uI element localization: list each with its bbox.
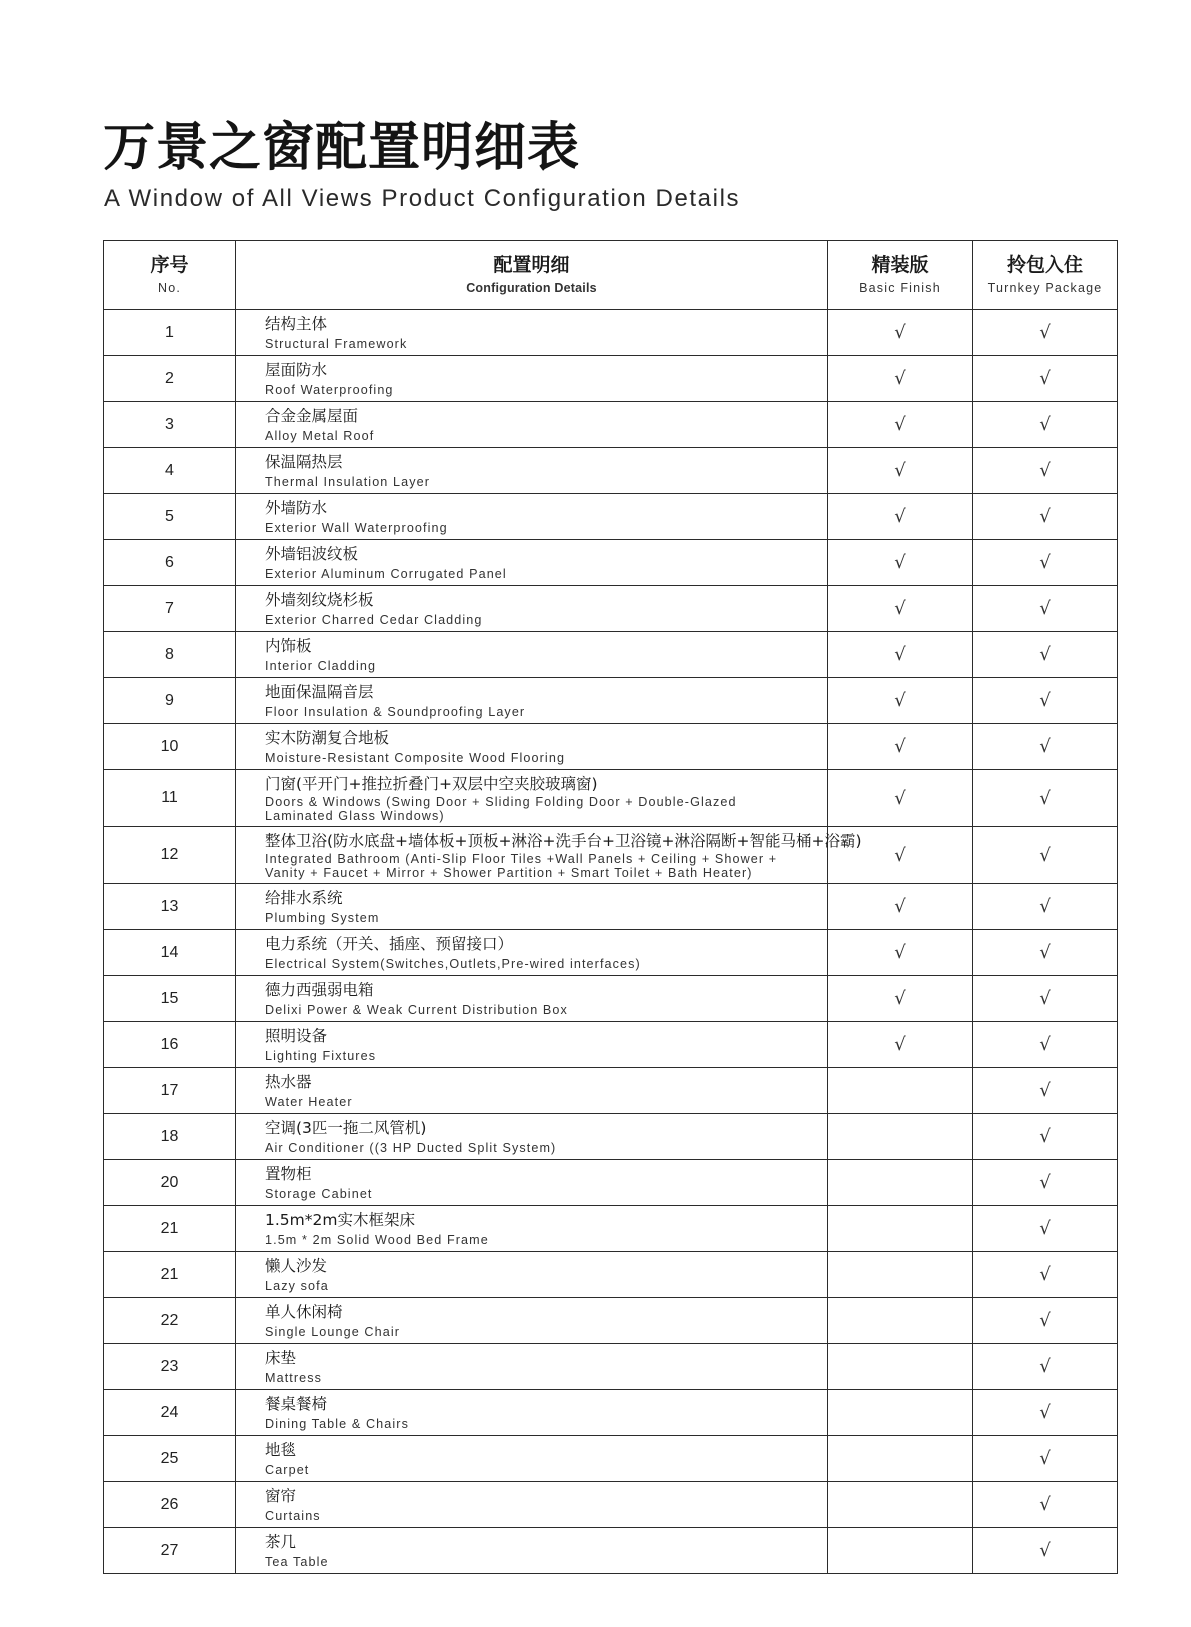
detail-zh: 懒人沙发 bbox=[265, 1257, 328, 1275]
row-number: 23 bbox=[104, 1344, 236, 1390]
basic-finish-cell bbox=[828, 448, 973, 494]
row-detail bbox=[236, 1022, 828, 1068]
row-number: 11 bbox=[104, 770, 236, 827]
check-mark-icon: √ bbox=[1039, 1494, 1051, 1515]
table-row bbox=[104, 402, 1118, 448]
row-detail bbox=[236, 930, 828, 976]
detail-en: Lighting Fixtures bbox=[265, 1049, 377, 1063]
table-row bbox=[104, 770, 1118, 827]
detail-zh: 窗帘 bbox=[265, 1487, 297, 1505]
table-body bbox=[104, 310, 1118, 1574]
check-mark-icon: √ bbox=[1039, 1080, 1051, 1101]
detail-en: Integrated Bathroom (Anti-Slip Floor Tiles +Wall Panels + Ceiling + Shower + bbox=[265, 851, 778, 866]
check-mark-icon: √ bbox=[1039, 736, 1051, 757]
basic-finish-cell bbox=[828, 1528, 973, 1574]
row-detail bbox=[236, 1436, 828, 1482]
table-row bbox=[104, 1436, 1118, 1482]
check-mark-icon: √ bbox=[1039, 1126, 1051, 1147]
detail-zh: 屋面防水 bbox=[265, 361, 328, 379]
header-basic-finish bbox=[828, 241, 973, 310]
detail-en: Mattress bbox=[265, 1371, 323, 1385]
basic-finish-cell bbox=[828, 1114, 973, 1160]
basic-finish-cell bbox=[828, 976, 973, 1022]
row-number: 22 bbox=[104, 1298, 236, 1344]
detail-en: Alloy Metal Roof bbox=[265, 429, 375, 443]
detail-zh: 餐桌餐椅 bbox=[265, 1395, 328, 1413]
detail-zh: 给排水系统 bbox=[265, 889, 343, 907]
row-detail bbox=[236, 632, 828, 678]
row-number: 21 bbox=[104, 1206, 236, 1252]
check-mark-icon: √ bbox=[1039, 414, 1051, 435]
turnkey-cell bbox=[973, 632, 1118, 678]
header-turnkey-en: Turnkey Package bbox=[987, 281, 1103, 295]
row-number: 1 bbox=[104, 310, 236, 356]
table-row bbox=[104, 1022, 1118, 1068]
row-number: 8 bbox=[104, 632, 236, 678]
detail-en: Lazy sofa bbox=[265, 1279, 329, 1293]
basic-finish-cell bbox=[828, 1482, 973, 1528]
turnkey-cell bbox=[973, 1344, 1118, 1390]
check-mark-icon: √ bbox=[894, 368, 906, 389]
turnkey-cell bbox=[973, 1206, 1118, 1252]
detail-zh: 外墙铝波纹板 bbox=[265, 545, 359, 563]
detail-en: Exterior Charred Cedar Cladding bbox=[265, 613, 483, 627]
configuration-table bbox=[103, 240, 1118, 1574]
detail-en: Dining Table & Chairs bbox=[265, 1417, 409, 1431]
check-mark-icon: √ bbox=[1039, 322, 1051, 343]
table-row bbox=[104, 1206, 1118, 1252]
detail-en: Water Heater bbox=[265, 1095, 353, 1109]
basic-finish-cell bbox=[828, 678, 973, 724]
table-row bbox=[104, 1528, 1118, 1574]
detail-zh: 整体卫浴(防水底盘+墙体板+顶板+淋浴+洗手台+卫浴镜+淋浴隔断+智能马桶+浴霸) bbox=[265, 831, 862, 850]
table-row bbox=[104, 586, 1118, 632]
row-detail bbox=[236, 1482, 828, 1528]
check-mark-icon: √ bbox=[894, 844, 906, 866]
row-detail bbox=[236, 356, 828, 402]
table-row bbox=[104, 310, 1118, 356]
row-number: 10 bbox=[104, 724, 236, 770]
check-mark-icon: √ bbox=[894, 506, 906, 527]
detail-zh: 内饰板 bbox=[265, 637, 312, 655]
page-title: 万景之窗配置明细表 bbox=[103, 118, 581, 178]
row-number: 27 bbox=[104, 1528, 236, 1574]
detail-zh: 电力系统（开关、插座、预留接口） bbox=[265, 935, 514, 953]
table-row bbox=[104, 448, 1118, 494]
row-detail bbox=[236, 1068, 828, 1114]
table-row bbox=[104, 976, 1118, 1022]
detail-zh: 热水器 bbox=[265, 1073, 312, 1091]
turnkey-cell bbox=[973, 1436, 1118, 1482]
detail-zh: 照明设备 bbox=[265, 1027, 328, 1045]
row-number: 20 bbox=[104, 1160, 236, 1206]
turnkey-cell bbox=[973, 976, 1118, 1022]
table-row bbox=[104, 1298, 1118, 1344]
detail-zh: 外墙防水 bbox=[265, 499, 328, 517]
row-detail bbox=[236, 724, 828, 770]
basic-finish-cell bbox=[828, 402, 973, 448]
detail-en: Doors & Windows (Swing Door + Sliding Folding Door + Double-Glazed bbox=[265, 794, 737, 809]
row-number: 13 bbox=[104, 884, 236, 930]
table-row bbox=[104, 356, 1118, 402]
detail-zh: 地毯 bbox=[265, 1441, 297, 1459]
detail-en: Exterior Aluminum Corrugated Panel bbox=[265, 567, 507, 581]
row-detail bbox=[236, 540, 828, 586]
check-mark-icon: √ bbox=[1039, 1356, 1051, 1377]
check-mark-icon: √ bbox=[1039, 787, 1051, 809]
check-mark-icon: √ bbox=[894, 988, 906, 1009]
detail-zh: 外墙刻纹烧杉板 bbox=[265, 591, 374, 609]
basic-finish-cell bbox=[828, 586, 973, 632]
basic-finish-cell bbox=[828, 1436, 973, 1482]
check-mark-icon: √ bbox=[894, 414, 906, 435]
check-mark-icon: √ bbox=[1039, 1264, 1051, 1285]
detail-zh: 置物柜 bbox=[265, 1165, 312, 1183]
detail-en: Structural Framework bbox=[265, 337, 408, 351]
turnkey-cell bbox=[973, 1022, 1118, 1068]
detail-en-line2: Vanity + Faucet + Mirror + Shower Partition + Smart Toilet + Bath Heater) bbox=[265, 865, 753, 880]
row-detail bbox=[236, 494, 828, 540]
row-detail bbox=[236, 1390, 828, 1436]
check-mark-icon: √ bbox=[1039, 460, 1051, 481]
check-mark-icon: √ bbox=[894, 1034, 906, 1055]
row-number: 21 bbox=[104, 1252, 236, 1298]
table-row bbox=[104, 724, 1118, 770]
detail-zh: 单人休闲椅 bbox=[265, 1303, 343, 1321]
page-subtitle: A Window of All Views Product Configuration Details bbox=[104, 185, 741, 212]
check-mark-icon: √ bbox=[1039, 644, 1051, 665]
basic-finish-cell bbox=[828, 724, 973, 770]
check-mark-icon: √ bbox=[894, 322, 906, 343]
check-mark-icon: √ bbox=[1039, 1540, 1051, 1561]
basic-finish-cell bbox=[828, 1252, 973, 1298]
detail-en: Single Lounge Chair bbox=[265, 1325, 401, 1339]
basic-finish-cell bbox=[828, 770, 973, 827]
basic-finish-cell bbox=[828, 1344, 973, 1390]
basic-finish-cell bbox=[828, 310, 973, 356]
row-number: 7 bbox=[104, 586, 236, 632]
detail-en: Electrical System(Switches,Outlets,Pre-wired interfaces) bbox=[265, 957, 641, 971]
check-mark-icon: √ bbox=[1039, 368, 1051, 389]
check-mark-icon: √ bbox=[894, 460, 906, 481]
check-mark-icon: √ bbox=[894, 896, 906, 917]
row-detail bbox=[236, 310, 828, 356]
row-detail bbox=[236, 976, 828, 1022]
detail-en: Storage Cabinet bbox=[265, 1187, 373, 1201]
turnkey-cell bbox=[973, 494, 1118, 540]
check-mark-icon: √ bbox=[1039, 552, 1051, 573]
row-detail bbox=[236, 1114, 828, 1160]
row-detail bbox=[236, 884, 828, 930]
table-row bbox=[104, 930, 1118, 976]
check-mark-icon: √ bbox=[1039, 988, 1051, 1009]
row-number: 3 bbox=[104, 402, 236, 448]
row-number: 26 bbox=[104, 1482, 236, 1528]
detail-zh: 1.5m*2m实木框架床 bbox=[265, 1211, 415, 1229]
detail-en: Roof Waterproofing bbox=[265, 383, 394, 397]
check-mark-icon: √ bbox=[894, 690, 906, 711]
row-detail bbox=[236, 1252, 828, 1298]
row-detail bbox=[236, 770, 828, 827]
table-row bbox=[104, 884, 1118, 930]
check-mark-icon: √ bbox=[1039, 1172, 1051, 1193]
turnkey-cell bbox=[973, 402, 1118, 448]
row-detail bbox=[236, 1528, 828, 1574]
row-detail bbox=[236, 1298, 828, 1344]
detail-en-line2: Laminated Glass Windows) bbox=[265, 808, 445, 823]
table-row bbox=[104, 1252, 1118, 1298]
table-row bbox=[104, 1068, 1118, 1114]
check-mark-icon: √ bbox=[1039, 1310, 1051, 1331]
header-details-en: Configuration Details bbox=[466, 281, 597, 295]
header-turnkey-zh: 拎包入住 bbox=[1006, 254, 1083, 276]
row-number: 17 bbox=[104, 1068, 236, 1114]
basic-finish-cell bbox=[828, 632, 973, 678]
turnkey-cell bbox=[973, 586, 1118, 632]
turnkey-cell bbox=[973, 1252, 1118, 1298]
turnkey-cell bbox=[973, 1390, 1118, 1436]
header-no-zh: 序号 bbox=[150, 254, 189, 276]
detail-en: Moisture-Resistant Composite Wood Flooring bbox=[265, 751, 566, 765]
header-turnkey bbox=[973, 241, 1118, 310]
turnkey-cell bbox=[973, 1114, 1118, 1160]
turnkey-cell bbox=[973, 1298, 1118, 1344]
check-mark-icon: √ bbox=[1039, 1034, 1051, 1055]
check-mark-icon: √ bbox=[894, 644, 906, 665]
turnkey-cell bbox=[973, 1160, 1118, 1206]
table-row bbox=[104, 1482, 1118, 1528]
turnkey-cell bbox=[973, 1068, 1118, 1114]
table-header-row bbox=[104, 241, 1118, 310]
detail-en: Interior Cladding bbox=[265, 659, 377, 673]
turnkey-cell bbox=[973, 448, 1118, 494]
detail-zh: 床垫 bbox=[265, 1349, 297, 1367]
check-mark-icon: √ bbox=[894, 598, 906, 619]
table-row bbox=[104, 540, 1118, 586]
basic-finish-cell bbox=[828, 1068, 973, 1114]
detail-zh: 德力西强弱电箱 bbox=[265, 981, 374, 999]
detail-en: Plumbing System bbox=[265, 911, 380, 925]
table-row bbox=[104, 1344, 1118, 1390]
detail-en: Floor Insulation & Soundproofing Layer bbox=[265, 705, 526, 719]
detail-zh: 实木防潮复合地板 bbox=[265, 729, 390, 747]
turnkey-cell bbox=[973, 1482, 1118, 1528]
row-number: 18 bbox=[104, 1114, 236, 1160]
header-basic-en: Basic Finish bbox=[859, 281, 941, 295]
table-row bbox=[104, 494, 1118, 540]
basic-finish-cell bbox=[828, 1206, 973, 1252]
turnkey-cell bbox=[973, 678, 1118, 724]
row-number: 9 bbox=[104, 678, 236, 724]
check-mark-icon: √ bbox=[894, 736, 906, 757]
row-number: 25 bbox=[104, 1436, 236, 1482]
basic-finish-cell bbox=[828, 494, 973, 540]
table-row bbox=[104, 827, 1118, 884]
header-basic-zh: 精装版 bbox=[871, 254, 929, 276]
row-detail bbox=[236, 402, 828, 448]
check-mark-icon: √ bbox=[1039, 844, 1051, 866]
basic-finish-cell bbox=[828, 1390, 973, 1436]
row-detail bbox=[236, 1344, 828, 1390]
turnkey-cell bbox=[973, 310, 1118, 356]
check-mark-icon: √ bbox=[1039, 942, 1051, 963]
basic-finish-cell bbox=[828, 930, 973, 976]
basic-finish-cell bbox=[828, 356, 973, 402]
detail-zh: 地面保温隔音层 bbox=[265, 683, 374, 701]
detail-zh: 茶几 bbox=[265, 1533, 297, 1551]
detail-en: Carpet bbox=[265, 1463, 310, 1477]
detail-zh: 结构主体 bbox=[265, 315, 328, 333]
row-detail bbox=[236, 586, 828, 632]
check-mark-icon: √ bbox=[1039, 690, 1051, 711]
row-detail bbox=[236, 1206, 828, 1252]
row-detail bbox=[236, 1160, 828, 1206]
detail-en: 1.5m * 2m Solid Wood Bed Frame bbox=[265, 1233, 489, 1247]
row-detail bbox=[236, 448, 828, 494]
check-mark-icon: √ bbox=[1039, 598, 1051, 619]
detail-zh: 保温隔热层 bbox=[265, 453, 343, 471]
row-number: 12 bbox=[104, 827, 236, 884]
table-row bbox=[104, 678, 1118, 724]
detail-zh: 空调(3匹一拖二风管机) bbox=[265, 1119, 427, 1137]
detail-en: Tea Table bbox=[265, 1555, 329, 1569]
basic-finish-cell bbox=[828, 1022, 973, 1068]
basic-finish-cell bbox=[828, 540, 973, 586]
turnkey-cell bbox=[973, 827, 1118, 884]
row-number: 4 bbox=[104, 448, 236, 494]
row-number: 5 bbox=[104, 494, 236, 540]
table-row bbox=[104, 1160, 1118, 1206]
table-row bbox=[104, 1390, 1118, 1436]
row-number: 16 bbox=[104, 1022, 236, 1068]
turnkey-cell bbox=[973, 540, 1118, 586]
turnkey-cell bbox=[973, 884, 1118, 930]
table-row bbox=[104, 1114, 1118, 1160]
turnkey-cell bbox=[973, 356, 1118, 402]
basic-finish-cell bbox=[828, 1298, 973, 1344]
row-number: 6 bbox=[104, 540, 236, 586]
header-details-zh: 配置明细 bbox=[493, 254, 570, 276]
turnkey-cell bbox=[973, 930, 1118, 976]
basic-finish-cell bbox=[828, 1160, 973, 1206]
check-mark-icon: √ bbox=[894, 552, 906, 573]
row-detail bbox=[236, 678, 828, 724]
detail-en: Curtains bbox=[265, 1509, 321, 1523]
header-no bbox=[104, 241, 236, 310]
check-mark-icon: √ bbox=[894, 787, 906, 809]
detail-en: Exterior Wall Waterproofing bbox=[265, 521, 448, 535]
row-number: 2 bbox=[104, 356, 236, 402]
check-mark-icon: √ bbox=[894, 942, 906, 963]
check-mark-icon: √ bbox=[1039, 896, 1051, 917]
check-mark-icon: √ bbox=[1039, 1448, 1051, 1469]
detail-en: Thermal Insulation Layer bbox=[265, 475, 430, 489]
header-details bbox=[236, 241, 828, 310]
row-number: 24 bbox=[104, 1390, 236, 1436]
row-number: 14 bbox=[104, 930, 236, 976]
row-detail bbox=[236, 827, 862, 884]
detail-zh: 合金金属屋面 bbox=[265, 407, 359, 425]
check-mark-icon: √ bbox=[1039, 506, 1051, 527]
turnkey-cell bbox=[973, 1528, 1118, 1574]
header-no-en: No. bbox=[157, 281, 182, 295]
detail-en: Air Conditioner ((3 HP Ducted Split System) bbox=[265, 1141, 557, 1155]
check-mark-icon: √ bbox=[1039, 1402, 1051, 1423]
detail-en: Delixi Power & Weak Current Distribution Box bbox=[265, 1003, 568, 1017]
detail-zh: 门窗(平开门+推拉折叠门+双层中空夹胶玻璃窗) bbox=[265, 774, 598, 793]
turnkey-cell bbox=[973, 770, 1118, 827]
check-mark-icon: √ bbox=[1039, 1218, 1051, 1239]
table-row bbox=[104, 632, 1118, 678]
row-number: 15 bbox=[104, 976, 236, 1022]
turnkey-cell bbox=[973, 724, 1118, 770]
basic-finish-cell bbox=[828, 884, 973, 930]
